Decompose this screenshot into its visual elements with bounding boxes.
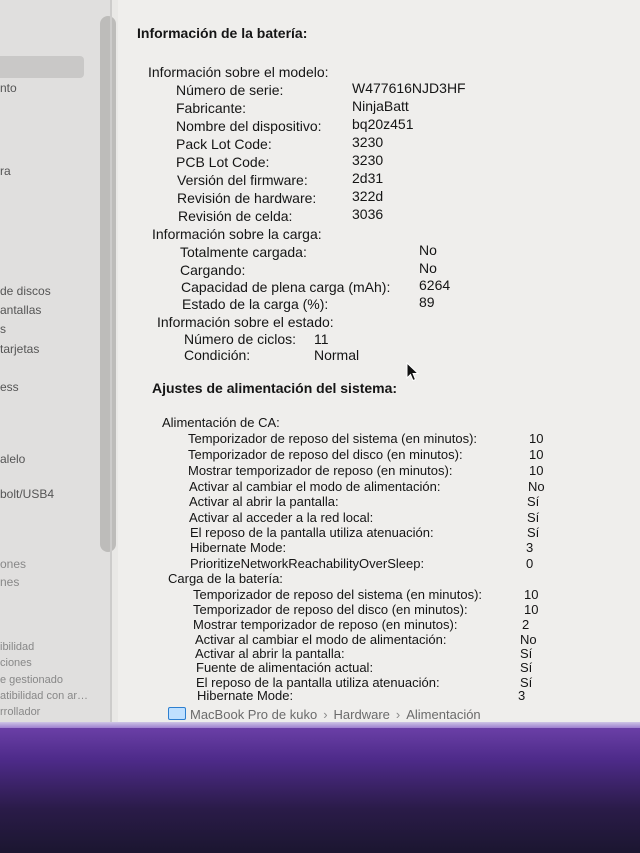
sidebar-selection-highlight: [0, 56, 84, 78]
ac-value: 10: [529, 463, 544, 478]
status-label: Número de ciclos:: [184, 331, 297, 347]
ac-value: Sí: [527, 510, 540, 525]
model-label: Revisión de celda:: [178, 208, 293, 224]
status-label: Condición:: [184, 347, 251, 363]
model-label: PCB Lot Code:: [176, 154, 270, 170]
ac-label: Hibernate Mode:: [190, 540, 287, 555]
laptop-icon: [168, 707, 186, 720]
status-value: Normal: [314, 347, 360, 363]
ac-value: Sí: [527, 494, 540, 509]
battery-label: El reposo de la pantalla utiliza atenuación:: [196, 675, 440, 690]
ac-label: Temporizador de reposo del disco (en minutos):: [188, 447, 463, 462]
model-value: bq20z451: [352, 116, 414, 132]
battery-value: 2: [522, 617, 530, 632]
sidebar-item[interactable]: ones: [0, 557, 27, 571]
sidebar-item[interactable]: antallas: [0, 303, 42, 317]
path-section[interactable]: Hardware: [333, 707, 390, 722]
ac-label: Mostrar temporizador de reposo (en minutos):: [188, 463, 453, 478]
ac-value: 10: [529, 431, 544, 446]
path-separator: ›: [395, 707, 401, 722]
battery-info-title: Información de la batería:: [137, 25, 308, 41]
ac-label: Activar al abrir la pantalla:: [189, 494, 339, 509]
battery-value: 3: [518, 688, 526, 703]
sidebar-item[interactable]: rrollador: [0, 706, 41, 718]
ac-label: Activar al acceder a la red local:: [189, 510, 374, 525]
path-page[interactable]: Alimentación: [406, 707, 481, 722]
ac-value: 3: [526, 540, 534, 555]
ac-value: 10: [529, 447, 544, 462]
sidebar-item[interactable]: alelo: [0, 452, 26, 466]
model-label: Pack Lot Code:: [176, 136, 272, 152]
sidebar: [0, 0, 112, 730]
model-label: Fabricante:: [176, 100, 247, 116]
sidebar-scrollbar[interactable]: [100, 16, 116, 552]
model-value: 2d31: [352, 170, 384, 186]
sidebar-item[interactable]: nto: [0, 81, 17, 95]
ac-value: Sí: [527, 525, 540, 540]
charge-value: No: [419, 242, 437, 258]
power-settings-title: Ajustes de alimentación del sistema:: [152, 380, 398, 396]
charge-info-header: Información sobre la carga:: [152, 226, 322, 242]
battery-label: Activar al cambiar el modo de alimentación:: [195, 632, 447, 647]
charge-label: Cargando:: [180, 262, 246, 278]
sidebar-item[interactable]: s: [0, 322, 6, 336]
sidebar-item[interactable]: e gestionado: [0, 674, 63, 686]
charge-value: No: [419, 260, 437, 276]
model-value: 322d: [352, 188, 384, 204]
charge-label: Totalmente cargada:: [180, 244, 307, 260]
sidebar-item[interactable]: nes: [0, 575, 20, 589]
sidebar-item[interactable]: ra: [0, 164, 11, 178]
battery-label: Temporizador de reposo del sistema (en minutos):: [193, 587, 483, 602]
status-info-header: Información sobre el estado:: [157, 314, 334, 330]
sidebar-item[interactable]: ess: [0, 380, 19, 394]
laptop-bottom-bezel: [0, 728, 640, 853]
mouse-pointer-icon: [406, 362, 420, 382]
sidebar-item[interactable]: bolt/USB4: [0, 487, 55, 501]
charge-label: Estado de la carga (%):: [182, 296, 329, 312]
model-label: Versión del firmware:: [177, 172, 308, 188]
sidebar-item[interactable]: ciones: [0, 657, 32, 669]
ac-label: PrioritizeNetworkReachabilityOverSleep:: [190, 556, 425, 571]
sidebar-item[interactable]: ibilidad: [0, 641, 35, 653]
battery-value: Sí: [520, 646, 533, 661]
battery-value: 10: [524, 602, 539, 617]
battery-label: Mostrar temporizador de reposo (en minutos):: [193, 617, 458, 632]
model-value: 3036: [352, 206, 384, 222]
sidebar-item[interactable]: de discos: [0, 284, 51, 298]
model-info-header: Información sobre el modelo:: [148, 64, 329, 80]
sidebar-item[interactable]: atibilidad con ar…: [0, 690, 89, 702]
path-bar: [190, 707, 481, 722]
ac-power-header: Alimentación de CA:: [162, 415, 280, 430]
ac-value: 0: [526, 556, 534, 571]
path-device[interactable]: MacBook Pro de kuko: [190, 707, 318, 722]
ac-label: Temporizador de reposo del sistema (en minutos):: [188, 431, 478, 446]
charge-value: 89: [419, 294, 435, 310]
model-value: 3230: [352, 152, 384, 168]
split-divider[interactable]: [110, 0, 112, 730]
battery-label: Hibernate Mode:: [197, 688, 294, 703]
ac-label: El reposo de la pantalla utiliza atenuación:: [190, 525, 434, 540]
battery-power-header: Carga de la batería:: [168, 571, 283, 586]
battery-value: Sí: [520, 675, 533, 690]
sidebar-item[interactable]: tarjetas: [0, 342, 40, 356]
battery-value: No: [520, 632, 537, 647]
model-value: 3230: [352, 134, 384, 150]
status-value: 11: [314, 331, 329, 347]
ac-value: No: [528, 479, 545, 494]
battery-value: 10: [524, 587, 539, 602]
charge-value: 6264: [419, 277, 451, 293]
path-separator: ›: [323, 707, 328, 722]
model-label: Revisión de hardware:: [177, 190, 317, 206]
charge-label: Capacidad de plena carga (mAh):: [181, 279, 391, 295]
model-value: NinjaBatt: [352, 98, 409, 114]
model-label: Número de serie:: [176, 82, 284, 98]
battery-value: Sí: [520, 660, 533, 675]
battery-label: Fuente de alimentación actual:: [196, 660, 374, 675]
battery-label: Temporizador de reposo del disco (en minutos):: [193, 602, 468, 617]
model-label: Nombre del dispositivo:: [176, 118, 322, 134]
battery-label: Activar al abrir la pantalla:: [195, 646, 345, 661]
model-value: W477616NJD3HF: [352, 80, 466, 96]
ac-label: Activar al cambiar el modo de alimentación:: [189, 479, 441, 494]
